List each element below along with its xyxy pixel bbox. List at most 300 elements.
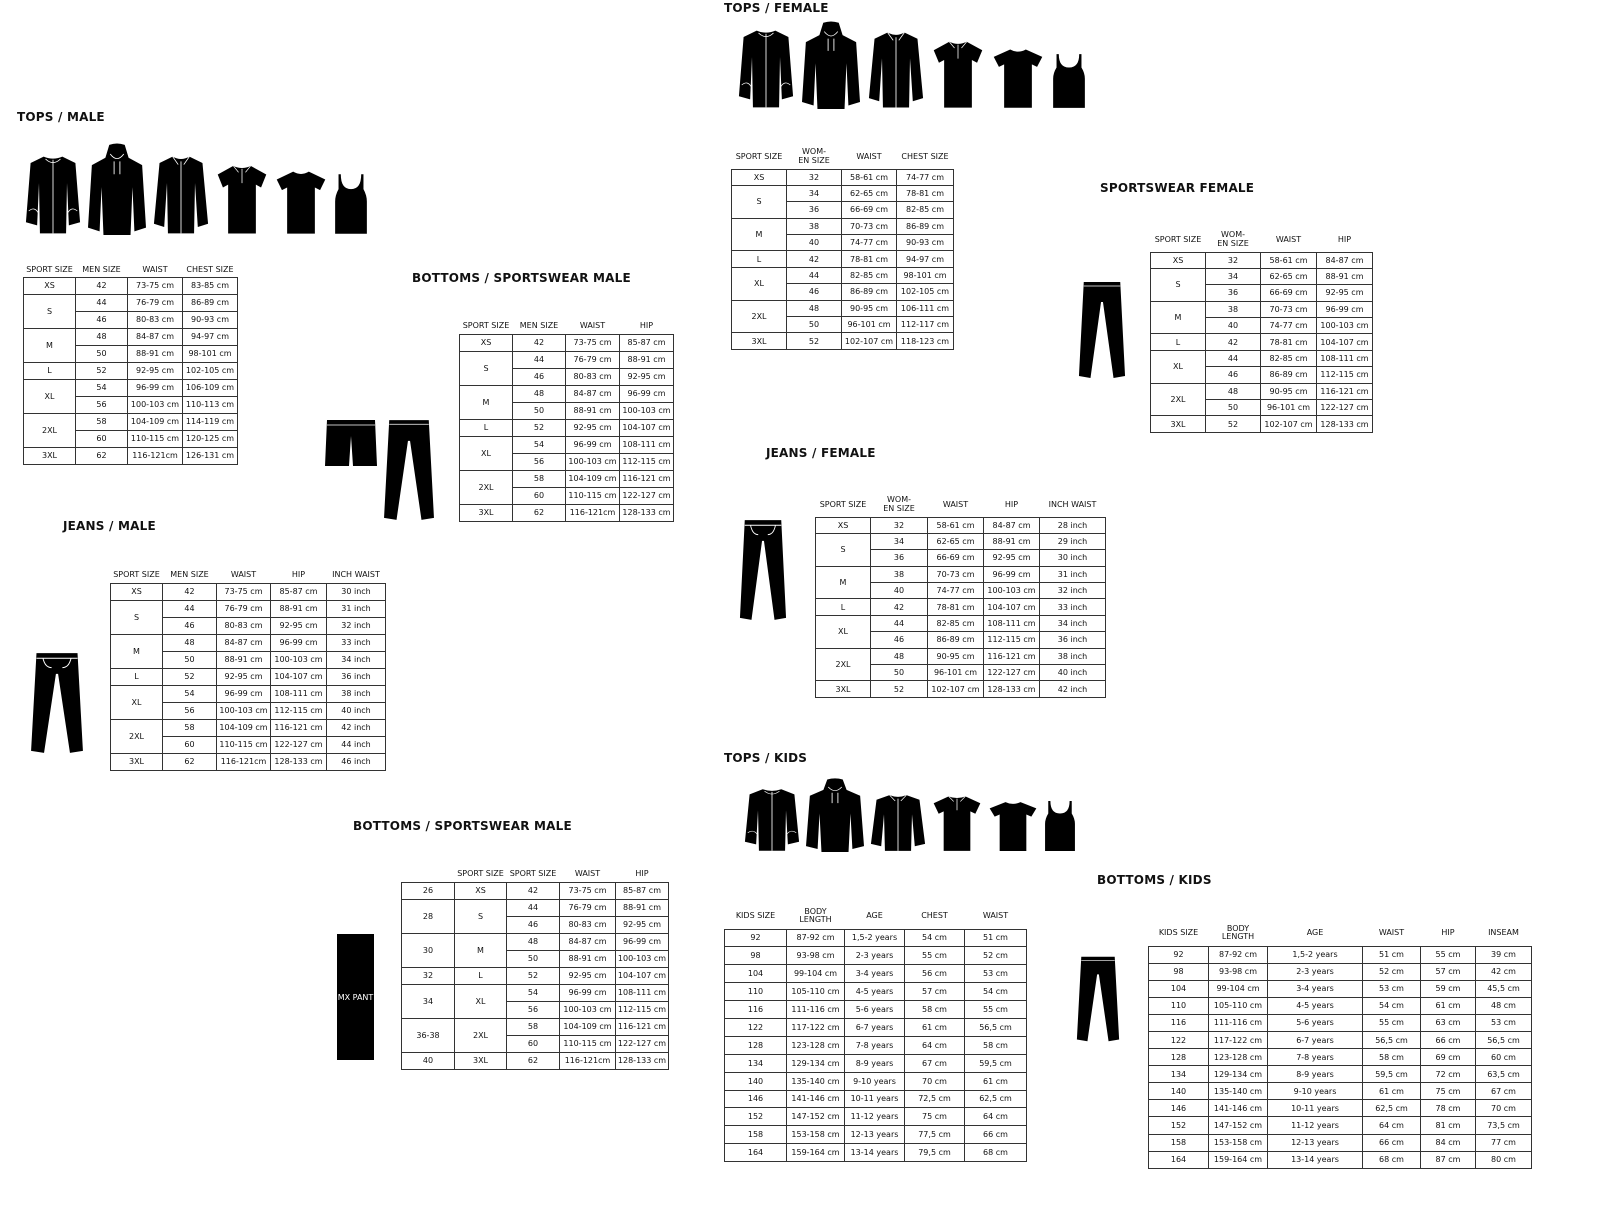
table-row (732, 218, 954, 234)
table-row (402, 899, 669, 916)
table-cell: 96-99 cm (217, 685, 271, 702)
table-row (816, 533, 1106, 549)
table-cell: 158 (725, 1126, 787, 1144)
jeans-female-table (815, 493, 1106, 698)
table-cell: 102-105 cm (897, 284, 954, 300)
table-cell: 57 cm (1421, 963, 1476, 980)
table-row (1151, 252, 1373, 268)
table-cell: 102-107 cm (842, 333, 897, 349)
table-cell: 100-103 cm (984, 583, 1040, 599)
table-cell: 5-6 years (1268, 1014, 1363, 1031)
column-header: HIP (635, 869, 649, 879)
table-row (725, 983, 1027, 1001)
table-cell: 100-103 cm (128, 396, 183, 413)
table-cell: 36-38 (402, 1018, 455, 1052)
table-cell: S (455, 899, 507, 933)
table-cell: 52 (787, 333, 842, 349)
table-cell: 116-121 cm (620, 470, 674, 487)
table-cell: 62 (513, 504, 566, 521)
column-header: HIP (1337, 234, 1352, 244)
table-cell: 6-7 years (1268, 1031, 1363, 1048)
table-cell: 116-121 cm (616, 1018, 669, 1035)
table-row (732, 185, 954, 201)
table-cell: 112-115 cm (620, 453, 674, 470)
table-cell: XS (732, 169, 787, 185)
table-cell: 3XL (816, 681, 871, 697)
table-cell: 42 (871, 599, 928, 615)
table-cell: 96-99 cm (271, 634, 327, 651)
table-cell: 7-8 years (845, 1036, 905, 1054)
table-cell: 5-6 years (845, 1001, 905, 1019)
table-row (402, 984, 669, 1001)
table-cell: M (1151, 301, 1206, 334)
table-cell: M (455, 933, 507, 967)
table-cell: 83-85 cm (183, 277, 238, 294)
table-cell: 92-95 cm (984, 550, 1040, 566)
table-cell: 38 inch (1040, 648, 1106, 664)
table-cell: 85-87 cm (271, 583, 327, 600)
table-cell: 50 (871, 665, 928, 681)
table-cell: 100-103 cm (271, 651, 327, 668)
table-cell: 88-91 cm (616, 899, 669, 916)
table-cell: 146 (1149, 1100, 1209, 1117)
table-cell: 61 cm (1421, 997, 1476, 1014)
table-cell: XL (24, 379, 76, 413)
table-cell: 112-115 cm (271, 702, 327, 719)
bottoms-male-title: BOTTOMS / SPORTSWEAR MALE (412, 271, 631, 285)
table-cell: 48 (871, 648, 928, 664)
tanktop-icon (1044, 800, 1076, 852)
tops-kids-table (724, 904, 1027, 1162)
table-row (460, 351, 674, 368)
table-row (111, 583, 386, 600)
table-cell: 128 (725, 1036, 787, 1054)
column-header: HIP (291, 570, 306, 580)
table-row (111, 753, 386, 770)
table-cell: 92-95 cm (271, 617, 327, 634)
table-row (732, 333, 954, 349)
table-cell: 104-107 cm (984, 599, 1040, 615)
tops-male-table (23, 263, 238, 465)
table-cell: 30 inch (327, 583, 386, 600)
table-cell: 66-69 cm (1261, 285, 1317, 301)
table-row (816, 681, 1106, 697)
table-row (1149, 1031, 1532, 1048)
table-row (1149, 1100, 1532, 1117)
table-cell: 84 cm (1421, 1134, 1476, 1151)
table-cell: 86-89 cm (183, 294, 238, 311)
table-cell: 58 (76, 413, 128, 430)
column-header: SPORT SIZE (509, 869, 557, 879)
table-cell: XL (732, 267, 787, 300)
table-cell: 68 cm (1363, 1151, 1421, 1168)
table-cell: 74-77 cm (928, 583, 984, 599)
table-cell: S (460, 351, 513, 385)
table-cell: 92-95 cm (616, 916, 669, 933)
table-cell: XS (455, 882, 507, 899)
table-cell: 54 (76, 379, 128, 396)
table-cell: 85-87 cm (620, 334, 674, 351)
column-header: HIP (639, 320, 654, 330)
table-cell: 87-92 cm (787, 929, 845, 947)
table-cell: 118-123 cm (897, 333, 954, 349)
table-cell: 13-14 years (1268, 1151, 1363, 1168)
table-cell: 46 (513, 368, 566, 385)
table-cell: 153-158 cm (1209, 1134, 1268, 1151)
table-cell: 122-127 cm (271, 736, 327, 753)
table-cell: S (1151, 268, 1206, 301)
table-cell: 123-128 cm (787, 1036, 845, 1054)
table-cell: 10-11 years (1268, 1100, 1363, 1117)
table-cell: 92-95 cm (560, 967, 616, 984)
table-row (1149, 1066, 1532, 1083)
table-cell: 53 cm (965, 965, 1027, 983)
table-cell: 153-158 cm (787, 1126, 845, 1144)
tops-female-table (731, 145, 954, 350)
table-cell: 164 (725, 1144, 787, 1162)
table-row (24, 277, 238, 294)
table-cell: 2XL (111, 719, 163, 753)
column-header: KIDS SIZE (1158, 928, 1199, 938)
tops-kids-title: TOPS / KIDS (724, 751, 808, 765)
table-cell: 90-95 cm (842, 300, 897, 316)
table-cell: 96-101 cm (928, 665, 984, 681)
table-cell: 56 (507, 1001, 560, 1018)
table-cell: 46 (1206, 367, 1261, 383)
table-cell: 72 cm (1421, 1066, 1476, 1083)
table-cell: XL (455, 984, 507, 1018)
table-row (1149, 1014, 1532, 1031)
table-cell: 40 (402, 1052, 455, 1069)
table-cell: 44 (787, 267, 842, 283)
table-cell: 11-12 years (1268, 1117, 1363, 1134)
table-cell: 44 (507, 899, 560, 916)
table-cell: 80-83 cm (217, 617, 271, 634)
table-cell: 70-73 cm (928, 566, 984, 582)
table-cell: 48 (1206, 383, 1261, 399)
table-cell: 128-133 cm (620, 504, 674, 521)
table-cell: 50 (513, 402, 566, 419)
table-cell: 3XL (1151, 416, 1206, 432)
table-cell: 54 cm (965, 983, 1027, 1001)
table-cell: 55 cm (1421, 946, 1476, 963)
table-cell: 116-121cm (560, 1052, 616, 1069)
table-cell: 60 (513, 487, 566, 504)
table-cell: 122-127 cm (620, 487, 674, 504)
table-row (1149, 1151, 1532, 1168)
table-cell: 55 cm (905, 947, 965, 965)
table-cell: 62-65 cm (928, 533, 984, 549)
table-cell: 111-116 cm (1209, 1014, 1268, 1031)
tops-female-icons (738, 21, 1086, 109)
table-cell: 92 (1149, 946, 1209, 963)
table-cell: 52 (871, 681, 928, 697)
table-cell: 112-115 cm (616, 1001, 669, 1018)
table-cell: 52 (163, 668, 217, 685)
table-cell: 122 (1149, 1031, 1209, 1048)
table-row (460, 504, 674, 521)
table-row (1149, 946, 1532, 963)
tshirt-icon (992, 47, 1044, 109)
table-cell: 52 (76, 362, 128, 379)
table-cell: 86-89 cm (842, 284, 897, 300)
table-cell: 77 cm (1476, 1134, 1532, 1151)
table-cell: 34 (871, 533, 928, 549)
table-cell: 116-121 cm (1317, 383, 1373, 399)
table-cell: 75 cm (1421, 1083, 1476, 1100)
column-header (402, 867, 455, 882)
table-cell: 58 (163, 719, 217, 736)
table-cell: 44 inch (327, 736, 386, 753)
table-cell: S (732, 185, 787, 218)
table-cell: 96-99 cm (128, 379, 183, 396)
table-cell: 76-79 cm (128, 294, 183, 311)
column-header: AGE (866, 911, 883, 921)
table-cell: 38 (871, 566, 928, 582)
table-row (1149, 1049, 1532, 1066)
column-header: WAIST (230, 570, 257, 580)
table-cell: 80 cm (1476, 1151, 1532, 1168)
hoodie-icon (802, 21, 860, 109)
table-row (1149, 1083, 1532, 1100)
tshirt-icon (988, 800, 1038, 852)
table-cell: 116-121cm (217, 753, 271, 770)
table-row (725, 1054, 1027, 1072)
table-row (111, 600, 386, 617)
table-cell: 159-164 cm (787, 1144, 845, 1162)
table-cell: 81 cm (1421, 1117, 1476, 1134)
table-cell: 64 cm (905, 1036, 965, 1054)
column-header: SPORT SIZE (819, 499, 867, 509)
table-row (1149, 963, 1532, 980)
polo-icon (932, 794, 982, 852)
table-cell: 128-133 cm (616, 1052, 669, 1069)
bottoms-kids-table (1148, 921, 1532, 1169)
table-cell: 7-8 years (1268, 1049, 1363, 1066)
table-cell: 116-121cm (566, 504, 620, 521)
table-cell: 42 (513, 334, 566, 351)
table-cell: 53 cm (1363, 980, 1421, 997)
bottoms-male-table (459, 318, 674, 522)
table-cell: 48 (76, 328, 128, 345)
table-cell: 2XL (460, 470, 513, 504)
table-cell: 73-75 cm (217, 583, 271, 600)
table-cell: 99-104 cm (787, 965, 845, 983)
column-header: HIP (1441, 928, 1455, 938)
table-cell: 122-127 cm (616, 1035, 669, 1052)
table-cell: 2-3 years (1268, 963, 1363, 980)
table-cell: 2XL (24, 413, 76, 447)
table-cell: 60 (507, 1035, 560, 1052)
table-cell: 44 (163, 600, 217, 617)
table-cell: 76-79 cm (560, 899, 616, 916)
column-header: AGE (1306, 928, 1324, 938)
table-cell: 82-85 cm (1261, 350, 1317, 366)
table-cell: 158 (1149, 1134, 1209, 1151)
table-row (111, 634, 386, 651)
table-cell: XS (816, 517, 871, 533)
table-cell: 8-9 years (1268, 1066, 1363, 1083)
table-cell: 56 (513, 453, 566, 470)
table-cell: 79,5 cm (905, 1144, 965, 1162)
table-cell: 36 (787, 202, 842, 218)
table-cell: 105-110 cm (787, 983, 845, 1001)
table-cell: 84-87 cm (566, 385, 620, 402)
table-cell: 4-5 years (1268, 997, 1363, 1014)
table-cell: 51 cm (1363, 946, 1421, 963)
shorts-icon (325, 418, 377, 470)
table-cell: 46 inch (327, 753, 386, 770)
table-cell: 38 (787, 218, 842, 234)
table-cell: 164 (1149, 1151, 1209, 1168)
table-cell: 86-89 cm (1261, 367, 1317, 383)
table-cell: 34 (787, 185, 842, 201)
table-cell: 73-75 cm (128, 277, 183, 294)
table-row (725, 1018, 1027, 1036)
table-row (725, 1090, 1027, 1108)
table-cell: 96-99 cm (560, 984, 616, 1001)
table-cell: 116 (1149, 1014, 1209, 1031)
table-cell: 9-10 years (1268, 1083, 1363, 1100)
jeans-male-title: JEANS / MALE (63, 519, 156, 533)
table-cell: 38 (1206, 301, 1261, 317)
table-cell: 60 (163, 736, 217, 753)
table-cell: 44 (871, 615, 928, 631)
table-cell: 66 cm (1363, 1134, 1421, 1151)
table-cell: M (816, 566, 871, 599)
table-cell: 96-99 cm (984, 566, 1040, 582)
table-cell: 96-101 cm (1261, 400, 1317, 416)
table-cell: XS (460, 334, 513, 351)
table-cell: 62,5 cm (965, 1090, 1027, 1108)
table-cell: 96-99 cm (620, 385, 674, 402)
table-cell: XS (24, 277, 76, 294)
table-cell: 46 (871, 632, 928, 648)
column-header: CHEST SIZE (186, 264, 234, 274)
table-cell: 123-128 cm (1209, 1049, 1268, 1066)
table-row (725, 965, 1027, 983)
table-cell: XL (111, 685, 163, 719)
table-cell: 114-119 cm (183, 413, 238, 430)
table-cell: S (816, 533, 871, 566)
table-cell: 63,5 cm (1476, 1066, 1532, 1083)
table-cell: 116-121 cm (984, 648, 1040, 664)
table-cell: 62 (507, 1052, 560, 1069)
table-cell: 3XL (732, 333, 787, 349)
table-cell: 3XL (111, 753, 163, 770)
table-row (460, 436, 674, 453)
table-cell: 58 cm (965, 1036, 1027, 1054)
table-row (111, 719, 386, 736)
table-cell: 40 (1206, 318, 1261, 334)
column-header: HIP (1004, 499, 1019, 509)
table-row (816, 566, 1106, 582)
table-cell: S (24, 294, 76, 328)
column-header: CHEST SIZE (901, 151, 949, 161)
column-header: SPORT SIZE (113, 570, 160, 580)
table-cell: 80-83 cm (128, 311, 183, 328)
table-row (725, 947, 1027, 965)
table-cell: XS (1151, 252, 1206, 268)
column-header: INSEAM (1488, 928, 1519, 938)
table-cell: 85-87 cm (616, 882, 669, 899)
table-cell: 84-87 cm (560, 933, 616, 950)
table-cell: 117-122 cm (787, 1018, 845, 1036)
column-header: WOM- EN SIZE (798, 147, 830, 165)
table-row (732, 169, 954, 185)
table-cell: XL (1151, 350, 1206, 383)
table-cell: 68 cm (965, 1144, 1027, 1162)
table-cell: 34 inch (1040, 615, 1106, 631)
table-row (402, 1018, 669, 1035)
table-cell: 70 cm (1476, 1100, 1532, 1117)
table-row (24, 379, 238, 396)
table-cell: L (111, 668, 163, 685)
tshirt-icon (275, 169, 327, 235)
table-cell: 105-110 cm (1209, 997, 1268, 1014)
table-cell: 46 (163, 617, 217, 634)
table-cell: 30 inch (1040, 550, 1106, 566)
table-cell: 44 (76, 294, 128, 311)
table-row (24, 413, 238, 430)
table-cell: 61 cm (1363, 1083, 1421, 1100)
table-cell: 4-5 years (845, 983, 905, 1001)
table-cell: 100-103 cm (616, 950, 669, 967)
table-cell: 110-115 cm (560, 1035, 616, 1052)
table-cell: 2XL (455, 1018, 507, 1052)
column-header: WAIST (579, 320, 606, 330)
table-cell: XL (460, 436, 513, 470)
table-cell: XS (111, 583, 163, 600)
table-cell: 57 cm (905, 983, 965, 1001)
table-cell: 2XL (732, 300, 787, 333)
table-cell: 106-109 cm (183, 379, 238, 396)
table-cell: 104-109 cm (128, 413, 183, 430)
bottoms-male-2-table (401, 867, 669, 1070)
column-header: MEN SIZE (519, 320, 559, 330)
table-cell: 100-103 cm (560, 1001, 616, 1018)
table-row (725, 1126, 1027, 1144)
table-cell: 32 (1206, 252, 1261, 268)
table-cell: 40 inch (327, 702, 386, 719)
table-cell: 28 inch (1040, 517, 1106, 533)
tops-female-title: TOPS / FEMALE (724, 1, 829, 15)
table-cell: 58-61 cm (842, 169, 897, 185)
tanktop-icon (334, 173, 368, 235)
table-cell: 59,5 cm (965, 1054, 1027, 1072)
pants-icon (383, 418, 435, 522)
table-cell: 90-93 cm (183, 311, 238, 328)
table-cell: 110-115 cm (217, 736, 271, 753)
table-cell: 32 (402, 967, 455, 984)
table-cell: 63 cm (1421, 1014, 1476, 1031)
table-cell: 122-127 cm (1317, 400, 1373, 416)
table-cell: 32 inch (1040, 583, 1106, 599)
table-row (725, 1108, 1027, 1126)
table-cell: 75 cm (905, 1108, 965, 1126)
table-cell: 90-95 cm (928, 648, 984, 664)
table-cell: 78-81 cm (897, 185, 954, 201)
table-row (24, 294, 238, 311)
column-header: SPORT SIZE (457, 869, 504, 879)
table-cell: 116 (725, 1001, 787, 1019)
table-cell: 126-131 cm (183, 447, 238, 464)
table-cell: 120-125 cm (183, 430, 238, 447)
table-cell: 72,5 cm (905, 1090, 965, 1108)
table-cell: 129-134 cm (1209, 1066, 1268, 1083)
table-cell: 94-97 cm (183, 328, 238, 345)
table-cell: 1,5-2 years (845, 929, 905, 947)
